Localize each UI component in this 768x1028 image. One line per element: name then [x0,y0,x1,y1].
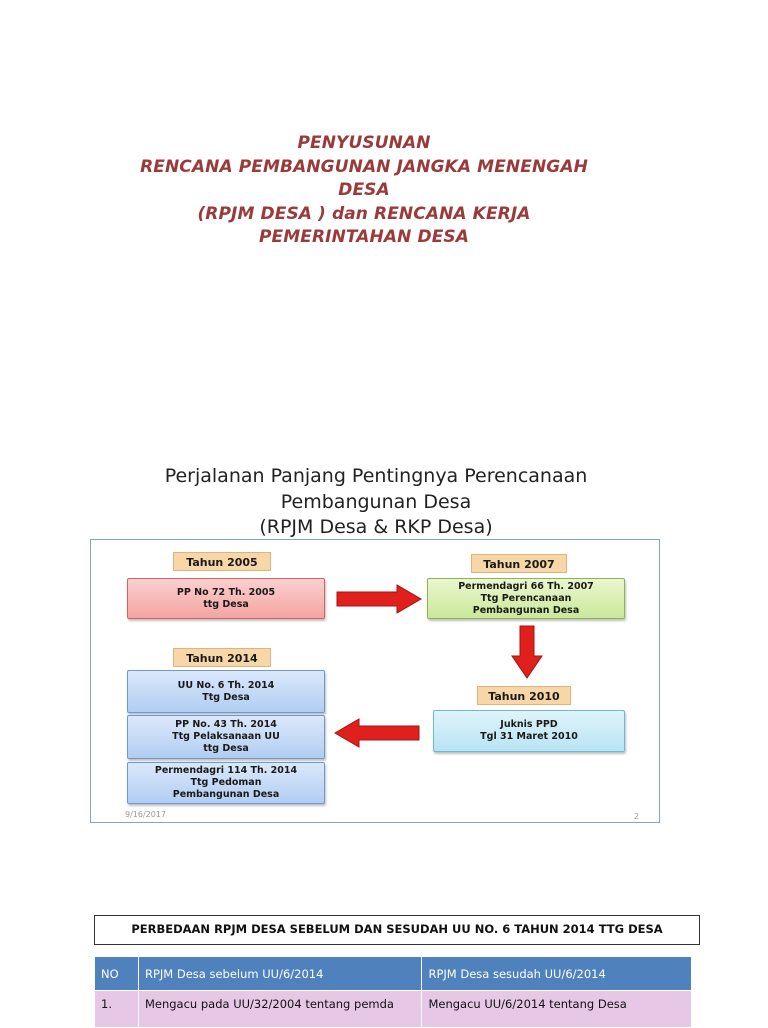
table-title: PERBEDAAN RPJM DESA SEBELUM DAN SESUDAH UU NO. 6 TAHUN 2014 TTG DESA [94,915,700,945]
box-line: Permendagri 66 Th. 2007 [458,580,594,592]
table-header-row [95,957,692,991]
uu6-box [127,670,325,713]
arrow-left-icon [333,718,421,748]
year-label-2014: Tahun 2014 [173,648,271,667]
box-line: Pembangunan Desa [472,604,580,616]
box-line: PP No. 43 Th. 2014 [175,719,277,730]
header-before: RPJM Desa sebelum UU/6/2014 [138,957,422,991]
box-line: Tgl 31 Maret 2010 [480,731,578,742]
title-line: DESA [338,180,390,200]
box-line: Ttg Perencanaan [480,592,572,604]
year-label-2005: Tahun 2005 [173,552,271,571]
document-title [0,132,728,250]
title-line: PEMERINTAHAN DESA [258,227,470,247]
box-line: Ttg Desa [202,691,250,703]
juknis-box [433,710,625,752]
title-line: (RPJM DESA ) dan RENCANA KERJA [197,203,531,224]
box-line: ttg Desa [203,743,249,754]
slide-heading-line: (RPJM Desa & RKP Desa) [259,516,493,538]
slide-heading [0,464,752,541]
header-no: NO [95,957,139,991]
arrow-down-icon [511,624,543,680]
pp72-box [127,578,325,619]
box-line: PP No 72 Th. 2005 [176,586,276,598]
cell-before: Mengacu pada UU/32/2004 tentang pemda [138,991,422,1028]
year-label-2010: Tahun 2010 [477,686,571,705]
box-line: Ttg Pelaksanaan UU [172,731,280,742]
header-after: RPJM Desa sesudah UU/6/2014 [422,957,692,991]
title-line: PENYUSUNAN [297,133,431,153]
box-line: ttg Desa [203,598,249,610]
permendagri114-box [127,762,325,804]
slide-date: 9/16/2017 [125,810,167,819]
table-row [95,991,692,1028]
box-line: Juknis PPD [500,719,558,730]
box-line: Pembangunan Desa [172,789,280,800]
cell-no: 1. [95,991,139,1028]
slide-page-number: 2 [634,812,640,821]
box-line: Permendagri 114 Th. 2014 [154,765,298,776]
arrow-right-icon [335,584,423,614]
year-label-2007: Tahun 2007 [471,554,567,573]
box-line: UU No. 6 Th. 2014 [177,679,275,691]
comparison-table [94,956,692,1028]
slide-heading-line: Perjalanan Panjang Pentingnya Perencanaan [164,465,588,487]
slide-diagram-frame [90,539,660,823]
cell-after: Mengacu UU/6/2014 tentang Desa [422,991,692,1028]
permendagri66-box [427,578,625,619]
slide-heading-line: Pembangunan Desa [280,490,472,513]
box-line: Ttg Pedoman [190,777,262,788]
pp43-box [127,715,325,759]
title-line: RENCANA PEMBANGUNAN JANGKA MENENGAH [140,156,588,177]
